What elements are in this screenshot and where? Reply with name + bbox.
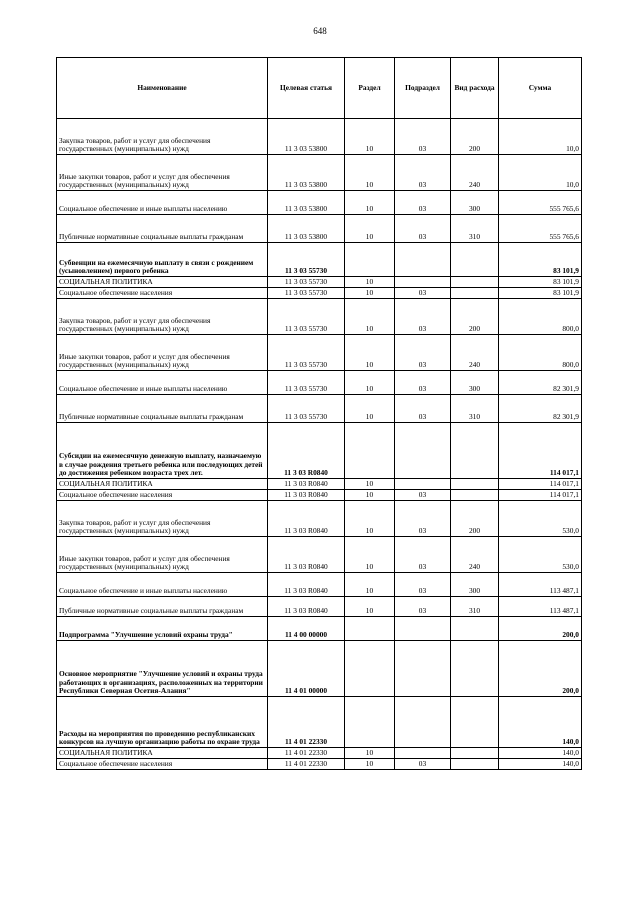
- cell-subsection: 03: [395, 490, 451, 501]
- header-subsection: Подраздел: [395, 58, 451, 119]
- cell-section: [345, 243, 395, 277]
- cell-expense-type: 310: [451, 215, 499, 243]
- cell-subsection: 03: [395, 335, 451, 371]
- cell-section: [345, 641, 395, 697]
- cell-subsection: [395, 423, 451, 479]
- cell-section: 10: [345, 371, 395, 395]
- header-amount: Сумма: [499, 58, 582, 119]
- cell-amount: 10,0: [499, 155, 582, 191]
- budget-table: [56, 57, 582, 770]
- table-row: [57, 573, 582, 597]
- cell-name: Закупка товаров, работ и услуг для обеспечения государственных (муниципальных) нужд: [57, 299, 268, 335]
- cell-expense-type: 310: [451, 597, 499, 617]
- cell-expense-type: 240: [451, 537, 499, 573]
- cell-subsection: 03: [395, 759, 451, 770]
- header-expense-type: Вид расхода: [451, 58, 499, 119]
- cell-amount: 530,0: [499, 537, 582, 573]
- cell-target: 11 4 01 22330: [268, 748, 345, 759]
- cell-name: Публичные нормативные социальные выплаты гражданам: [57, 215, 268, 243]
- cell-target: 11 3 03 R0840: [268, 573, 345, 597]
- cell-section: 10: [345, 215, 395, 243]
- cell-target: 11 3 03 55730: [268, 288, 345, 299]
- cell-name: Иные закупки товаров, работ и услуг для обеспечения государственных (муниципальных) нужд: [57, 335, 268, 371]
- cell-subsection: [395, 697, 451, 748]
- cell-target: 11 3 03 R0840: [268, 597, 345, 617]
- cell-expense-type: [451, 697, 499, 748]
- cell-name: Расходы на мероприятия по проведению республиканских конкурсов на лучшую организацию работы по охране труда: [57, 697, 268, 748]
- cell-subsection: 03: [395, 288, 451, 299]
- cell-amount: 114 017,1: [499, 423, 582, 479]
- cell-expense-type: 300: [451, 573, 499, 597]
- cell-expense-type: [451, 641, 499, 697]
- table-row: [57, 299, 582, 335]
- cell-subsection: 03: [395, 597, 451, 617]
- cell-section: [345, 617, 395, 641]
- table-row: [57, 191, 582, 215]
- cell-expense-type: 240: [451, 335, 499, 371]
- table-header-row: [57, 58, 582, 119]
- table-row: [57, 423, 582, 479]
- cell-section: 10: [345, 597, 395, 617]
- cell-expense-type: 300: [451, 371, 499, 395]
- cell-expense-type: [451, 423, 499, 479]
- cell-expense-type: 200: [451, 501, 499, 537]
- cell-name: Закупка товаров, работ и услуг для обеспечения государственных (муниципальных) нужд: [57, 501, 268, 537]
- cell-subsection: 03: [395, 119, 451, 155]
- cell-expense-type: [451, 490, 499, 501]
- cell-subsection: 03: [395, 191, 451, 215]
- cell-target: 11 3 03 55730: [268, 335, 345, 371]
- cell-section: 10: [345, 759, 395, 770]
- cell-section: 10: [345, 479, 395, 490]
- cell-subsection: [395, 277, 451, 288]
- table-row: [57, 697, 582, 748]
- cell-section: 10: [345, 299, 395, 335]
- cell-section: 10: [345, 501, 395, 537]
- cell-name: Социальное обеспечение населения: [57, 490, 268, 501]
- cell-section: 10: [345, 191, 395, 215]
- cell-subsection: 03: [395, 371, 451, 395]
- cell-section: 10: [345, 537, 395, 573]
- page-number: 648: [313, 26, 327, 36]
- table-row: [57, 215, 582, 243]
- cell-subsection: 03: [395, 215, 451, 243]
- cell-subsection: [395, 617, 451, 641]
- cell-section: [345, 697, 395, 748]
- cell-name: Иные закупки товаров, работ и услуг для обеспечения государственных (муниципальных) нужд: [57, 537, 268, 573]
- cell-subsection: [395, 243, 451, 277]
- cell-name: Социальное обеспечение населения: [57, 759, 268, 770]
- cell-amount: 82 301,9: [499, 395, 582, 423]
- cell-expense-type: [451, 277, 499, 288]
- header-target: Целевая статья: [268, 58, 345, 119]
- cell-target: 11 3 03 55730: [268, 277, 345, 288]
- cell-section: 10: [345, 748, 395, 759]
- table-row: [57, 335, 582, 371]
- table-row: [57, 395, 582, 423]
- cell-target: 11 4 00 00000: [268, 617, 345, 641]
- cell-amount: 83 101,9: [499, 288, 582, 299]
- cell-section: 10: [345, 395, 395, 423]
- cell-amount: 800,0: [499, 299, 582, 335]
- cell-amount: 530,0: [499, 501, 582, 537]
- cell-target: 11 3 03 55730: [268, 371, 345, 395]
- table-row: [57, 155, 582, 191]
- cell-target: 11 3 03 55730: [268, 299, 345, 335]
- cell-amount: 83 101,9: [499, 243, 582, 277]
- cell-subsection: [395, 641, 451, 697]
- cell-expense-type: 200: [451, 299, 499, 335]
- cell-target: 11 3 03 R0840: [268, 423, 345, 479]
- cell-expense-type: 310: [451, 395, 499, 423]
- cell-section: 10: [345, 490, 395, 501]
- cell-expense-type: [451, 617, 499, 641]
- cell-expense-type: [451, 288, 499, 299]
- cell-expense-type: [451, 479, 499, 490]
- cell-amount: 555 765,6: [499, 191, 582, 215]
- cell-target: 11 3 03 R0840: [268, 501, 345, 537]
- cell-subsection: 03: [395, 501, 451, 537]
- cell-section: 10: [345, 288, 395, 299]
- cell-name: Субвенции на ежемесячную выплату в связи с рождением (усыновлением) первого ребенка: [57, 243, 268, 277]
- cell-name: Публичные нормативные социальные выплаты гражданам: [57, 597, 268, 617]
- cell-expense-type: [451, 748, 499, 759]
- cell-amount: 200,0: [499, 617, 582, 641]
- table-row: [57, 479, 582, 490]
- table-row: [57, 243, 582, 277]
- cell-subsection: 03: [395, 537, 451, 573]
- header-name: Наименование: [57, 58, 268, 119]
- cell-section: 10: [345, 277, 395, 288]
- cell-name: Основное мероприятие "Улучшение условий и охраны труда работающих в организациях, расположенных на территории Республики Северная Осетия-Алания": [57, 641, 268, 697]
- table-row: [57, 371, 582, 395]
- cell-subsection: 03: [395, 573, 451, 597]
- cell-name: Социальное обеспечение и иные выплаты населению: [57, 371, 268, 395]
- table-body: [57, 119, 582, 770]
- cell-section: 10: [345, 119, 395, 155]
- cell-target: 11 4 01 22330: [268, 697, 345, 748]
- table-row: [57, 617, 582, 641]
- cell-name: СОЦИАЛЬНАЯ ПОЛИТИКА: [57, 748, 268, 759]
- table-row: [57, 759, 582, 770]
- cell-name: СОЦИАЛЬНАЯ ПОЛИТИКА: [57, 479, 268, 490]
- cell-name: Социальное обеспечение и иные выплаты населению: [57, 191, 268, 215]
- table-row: [57, 119, 582, 155]
- cell-subsection: 03: [395, 395, 451, 423]
- cell-section: 10: [345, 155, 395, 191]
- cell-section: [345, 423, 395, 479]
- cell-target: 11 3 03 55730: [268, 243, 345, 277]
- cell-amount: 140,0: [499, 697, 582, 748]
- cell-name: Иные закупки товаров, работ и услуг для обеспечения государственных (муниципальных) нужд: [57, 155, 268, 191]
- table-row: [57, 641, 582, 697]
- cell-expense-type: 300: [451, 191, 499, 215]
- cell-subsection: 03: [395, 299, 451, 335]
- cell-expense-type: [451, 759, 499, 770]
- cell-name: Социальное обеспечение и иные выплаты населению: [57, 573, 268, 597]
- cell-amount: 114 017,1: [499, 490, 582, 501]
- cell-amount: 83 101,9: [499, 277, 582, 288]
- cell-amount: 200,0: [499, 641, 582, 697]
- cell-amount: 114 017,1: [499, 479, 582, 490]
- cell-target: 11 3 03 53800: [268, 155, 345, 191]
- cell-target: 11 4 01 00000: [268, 641, 345, 697]
- cell-subsection: [395, 479, 451, 490]
- table-row: [57, 537, 582, 573]
- cell-amount: 113 487,1: [499, 573, 582, 597]
- table-row: [57, 501, 582, 537]
- cell-expense-type: [451, 243, 499, 277]
- cell-target: 11 3 03 53800: [268, 119, 345, 155]
- cell-section: 10: [345, 335, 395, 371]
- cell-name: Публичные нормативные социальные выплаты гражданам: [57, 395, 268, 423]
- cell-target: 11 3 03 R0840: [268, 490, 345, 501]
- cell-target: 11 3 03 55730: [268, 395, 345, 423]
- cell-amount: 82 301,9: [499, 371, 582, 395]
- cell-target: 11 3 03 53800: [268, 215, 345, 243]
- cell-target: 11 4 01 22330: [268, 759, 345, 770]
- header-section: Раздел: [345, 58, 395, 119]
- cell-target: 11 3 03 R0840: [268, 479, 345, 490]
- cell-expense-type: 200: [451, 119, 499, 155]
- cell-target: 11 3 03 R0840: [268, 537, 345, 573]
- cell-name: Подпрограмма "Улучшение условий охраны труда": [57, 617, 268, 641]
- table-row: [57, 490, 582, 501]
- cell-name: Субсидии на ежемесячную денежную выплату, назначаемую в случае рождения третьего ребенка или последующих детей до достижения ребенком возраста трех лет.: [57, 423, 268, 479]
- table-row: [57, 597, 582, 617]
- cell-amount: 140,0: [499, 759, 582, 770]
- cell-amount: 800,0: [499, 335, 582, 371]
- cell-expense-type: 240: [451, 155, 499, 191]
- cell-amount: 555 765,6: [499, 215, 582, 243]
- cell-name: Социальное обеспечение населения: [57, 288, 268, 299]
- table-row: [57, 288, 582, 299]
- cell-section: 10: [345, 573, 395, 597]
- table-row: [57, 748, 582, 759]
- cell-amount: 140,0: [499, 748, 582, 759]
- cell-amount: 113 487,1: [499, 597, 582, 617]
- cell-name: Закупка товаров, работ и услуг для обеспечения государственных (муниципальных) нужд: [57, 119, 268, 155]
- cell-amount: 10,0: [499, 119, 582, 155]
- cell-name: СОЦИАЛЬНАЯ ПОЛИТИКА: [57, 277, 268, 288]
- cell-target: 11 3 03 53800: [268, 191, 345, 215]
- table-row: [57, 277, 582, 288]
- cell-subsection: [395, 748, 451, 759]
- cell-subsection: 03: [395, 155, 451, 191]
